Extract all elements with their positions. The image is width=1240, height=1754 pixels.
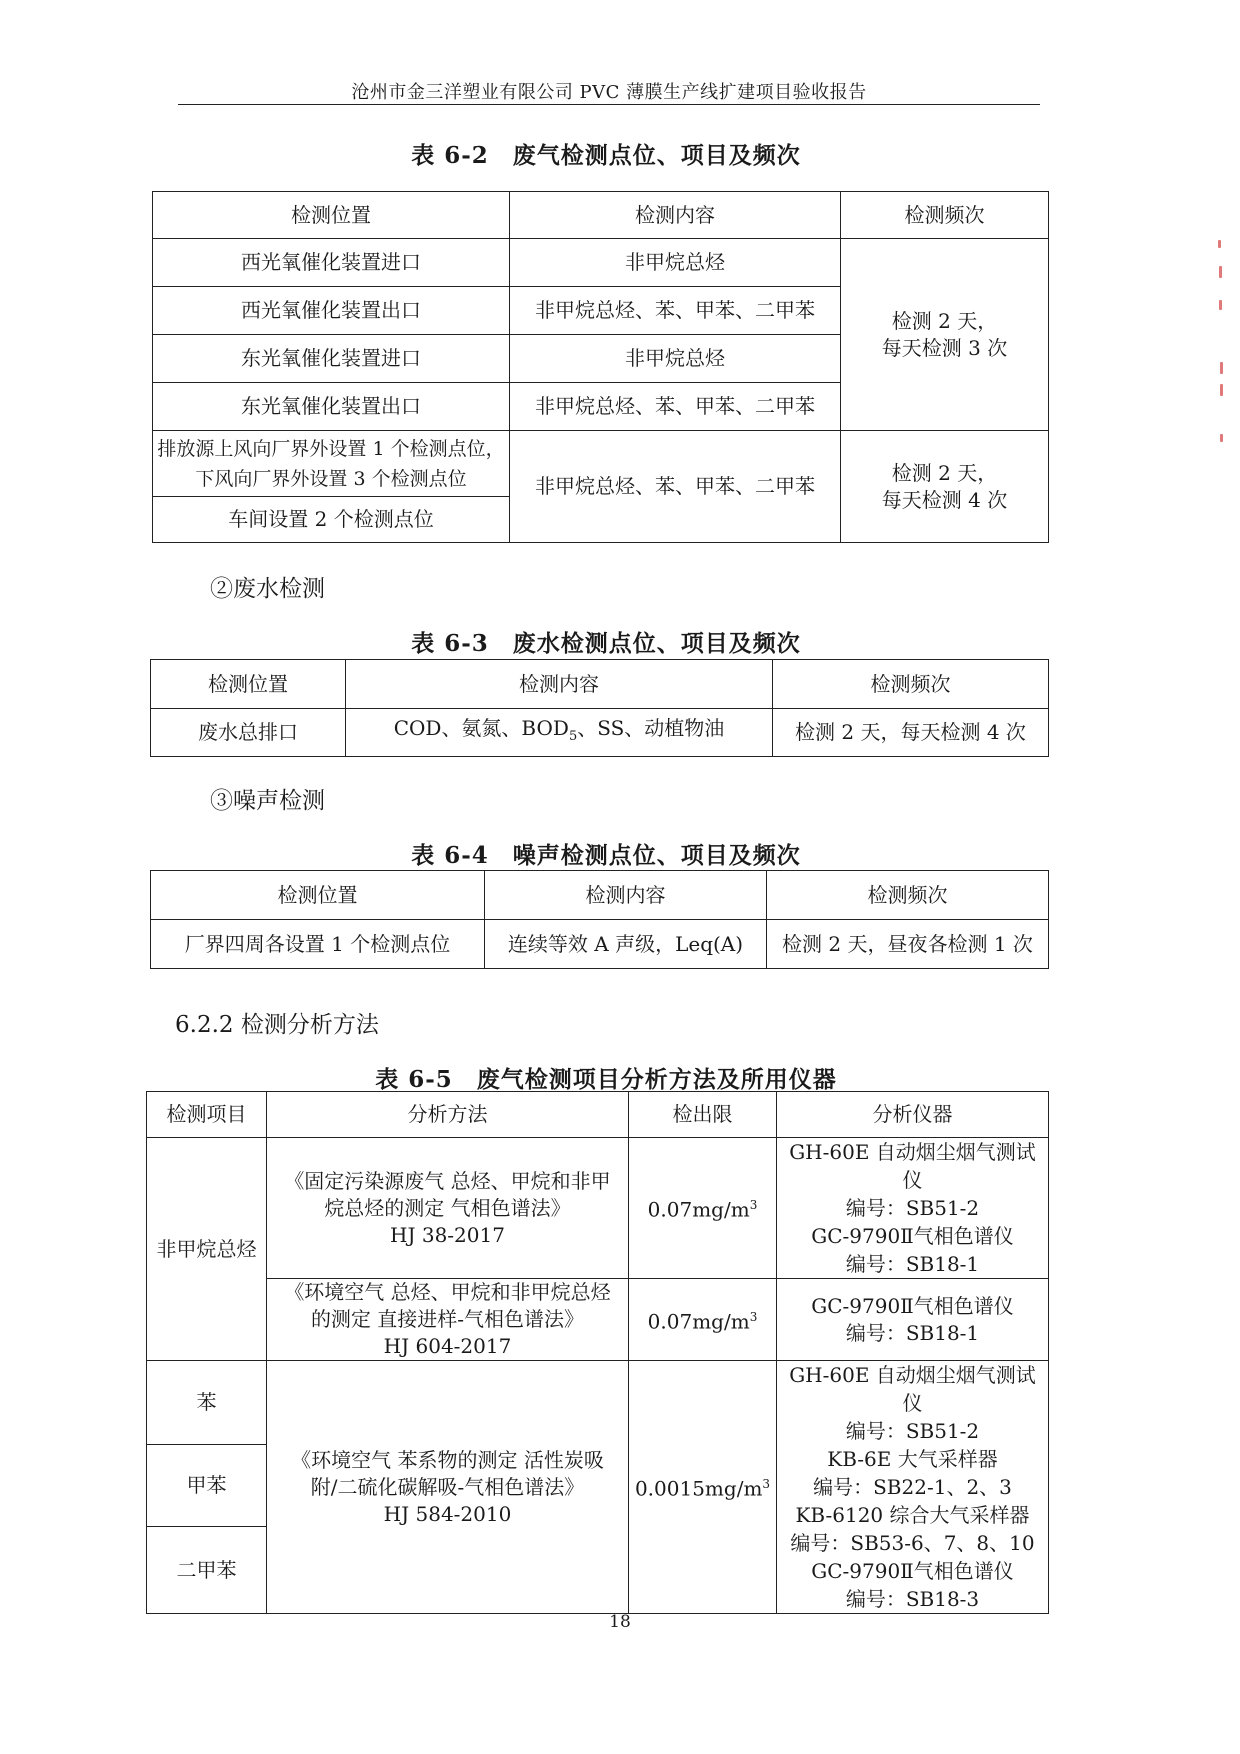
table-6-4-header-location: 检测位置 (151, 871, 485, 920)
section-noise-heading: ③噪声检测 (210, 788, 325, 814)
limit-superscript: 3 (749, 1309, 758, 1324)
instrument-line: GH-60E 自动烟尘烟气测试仪 (789, 1140, 1036, 1192)
page-number: 18 (609, 1612, 631, 1632)
table-6-2-location: 东光氧催化装置出口 (153, 383, 510, 431)
table-6-2-location: 西光氧催化装置出口 (153, 287, 510, 335)
table-6-5-item-benzene: 苯 (147, 1361, 267, 1445)
table-6-2-location: 东光氧催化装置进口 (153, 335, 510, 383)
table-6-2-header-content: 检测内容 (510, 192, 841, 239)
method-line: 《固定污染源废气 总烃、甲烷和非甲 (284, 1168, 611, 1193)
table-6-5-item-xylene: 二甲苯 (147, 1527, 267, 1614)
table-6-3-frequency: 检测 2 天，每天检测 4 次 (773, 709, 1049, 757)
table-6-3-header-frequency: 检测频次 (773, 660, 1049, 709)
instrument-line: GC-9790Ⅱ气相色谱仪 (811, 1224, 1014, 1248)
table-6-2-content-group2: 非甲烷总烃、苯、甲苯、二甲苯 (510, 431, 841, 543)
limit-superscript: 3 (762, 1477, 771, 1492)
section-method-heading: 6.2.2 检测分析方法 (175, 1012, 379, 1038)
table-6-5-limit (629, 1361, 777, 1614)
instrument-line: 编号：SB18-1 (845, 1252, 980, 1276)
table-6-5-instrument (777, 1279, 1049, 1361)
method-line: 烷总烃的测定 气相色谱法》 (324, 1195, 571, 1220)
table-6-5-caption: 表 6-5 废气检测项目分析方法及所用仪器 (375, 1066, 837, 1093)
table-6-2-frequency-line: 检测 2 天， (891, 308, 998, 333)
table-6-2-frequency-line: 每天检测 3 次 (881, 335, 1008, 360)
method-line: 附/二硫化碳解吸-气相色谱法》 (310, 1474, 585, 1499)
instrument-line: 编号：SB22-1、2、3 (813, 1475, 1012, 1499)
table-6-2-content: 非甲烷总烃、苯、甲苯、二甲苯 (510, 287, 841, 335)
table-6-4-caption: 表 6-4 噪声检测点位、项目及频次 (411, 842, 801, 869)
table-6-2-header-frequency: 检测频次 (841, 192, 1049, 239)
table-6-3-caption: 表 6-3 废水检测点位、项目及频次 (411, 630, 801, 657)
table-6-5-limit (629, 1279, 777, 1361)
scan-artifact (1220, 362, 1223, 374)
table-6-3-header-content: 检测内容 (346, 660, 773, 709)
table-6-5-item-toluene: 甲苯 (147, 1445, 267, 1527)
table-6-2-content: 非甲烷总烃、苯、甲苯、二甲苯 (510, 383, 841, 431)
limit-value: 0.07mg/m (647, 1309, 750, 1334)
limit-value: 0.0015mg/m (634, 1476, 763, 1501)
table-6-5-method (267, 1138, 629, 1279)
table-6-3-location: 废水总排口 (151, 709, 346, 757)
table-6-5-item-nmhc: 非甲烷总烃 (147, 1138, 267, 1361)
table-6-4-header-frequency: 检测频次 (767, 871, 1049, 920)
table-6-2-content: 非甲烷总烃 (510, 239, 841, 287)
table-6-5-method (267, 1361, 629, 1614)
method-line: HJ 584-2010 (383, 1501, 512, 1526)
table-6-2-header-location: 检测位置 (153, 192, 510, 239)
table-6-2-location: 车间设置 2 个检测点位 (153, 497, 510, 543)
table-6-3-header-location: 检测位置 (151, 660, 346, 709)
table-6-2 (152, 191, 1049, 543)
limit-superscript: 3 (749, 1198, 758, 1213)
instrument-line: GC-9790Ⅱ气相色谱仪 (811, 1293, 1014, 1318)
table-6-5-header-item: 检测项目 (147, 1092, 267, 1138)
table-6-5-header-limit: 检出限 (629, 1092, 777, 1138)
method-line: HJ 38-2017 (390, 1222, 505, 1247)
table-6-4-content: 连续等效 A 声级，Leq(A) (485, 920, 767, 969)
method-line: 的测定 直接进样-气相色谱法》 (310, 1307, 585, 1331)
table-6-2-frequency-line: 每天检测 4 次 (881, 487, 1008, 512)
table-6-5 (146, 1091, 1049, 1614)
method-line: HJ 604-2017 (383, 1334, 512, 1358)
instrument-line: KB-6120 综合大气采样器 (795, 1503, 1030, 1527)
limit-value: 0.07mg/m (647, 1197, 750, 1222)
method-line: 《环境空气 总烃、甲烷和非甲烷总烃 (284, 1280, 611, 1304)
instrument-line: 编号：SB18-1 (845, 1320, 980, 1345)
instrument-line: KB-6E 大气采样器 (827, 1447, 998, 1471)
table-6-5-instrument (777, 1361, 1049, 1614)
table-6-3-content-text: COD、氨氮、BOD (393, 716, 569, 740)
scan-artifact (1219, 266, 1222, 278)
table-6-4-header-content: 检测内容 (485, 871, 767, 920)
table-6-3-content (346, 709, 773, 757)
section-wastewater-heading: ②废水检测 (210, 576, 325, 602)
table-6-4-location: 厂界四周各设置 1 个检测点位 (151, 920, 485, 969)
table-6-2-content: 非甲烷总烃 (510, 335, 841, 383)
table-6-2-caption: 表 6-2 废气检测点位、项目及频次 (411, 142, 801, 169)
instrument-line: GH-60E 自动烟尘烟气测试仪 (789, 1363, 1036, 1415)
table-6-3-content-subscript: 5 (568, 729, 578, 744)
report-header-title: 沧州市金三洋塑业有限公司 PVC 薄膜生产线扩建项目验收报告 (351, 82, 867, 103)
table-6-3 (150, 659, 1049, 757)
instrument-line: 编号：SB51-2 (845, 1196, 980, 1220)
table-6-2-location: 排放源上风向厂界外设置 1 个检测点位，下风向厂界外设置 3 个检测点位 (153, 431, 510, 497)
instrument-line: 编号：SB53-6、7、8、10 (790, 1531, 1035, 1555)
instrument-line: GC-9790Ⅱ气相色谱仪 (811, 1559, 1014, 1583)
table-6-5-limit (629, 1138, 777, 1279)
instrument-line: 编号：SB51-2 (845, 1419, 980, 1443)
table-6-2-frequency-line: 检测 2 天， (891, 460, 998, 485)
table-6-5-header-method: 分析方法 (267, 1092, 629, 1138)
header-rule (178, 104, 1040, 105)
table-6-2-location: 西光氧催化装置进口 (153, 239, 510, 287)
table-6-2-frequency-group2 (841, 431, 1049, 543)
table-6-4 (150, 870, 1049, 969)
table-6-5-instrument (777, 1138, 1049, 1279)
scan-artifact (1220, 434, 1223, 442)
table-6-4-frequency: 检测 2 天，昼夜各检测 1 次 (767, 920, 1049, 969)
method-line: 《环境空气 苯系物的测定 活性炭吸 (291, 1447, 604, 1472)
table-6-5-header-instrument: 分析仪器 (777, 1092, 1049, 1138)
scan-artifact (1219, 300, 1222, 310)
scan-artifact (1220, 384, 1223, 396)
table-6-2-frequency-group1 (841, 239, 1049, 431)
table-6-3-content-text: 、SS、动植物油 (577, 716, 725, 740)
scan-artifact (1218, 240, 1221, 248)
instrument-line: 编号：SB18-3 (845, 1587, 980, 1611)
table-6-5-method (267, 1279, 629, 1361)
